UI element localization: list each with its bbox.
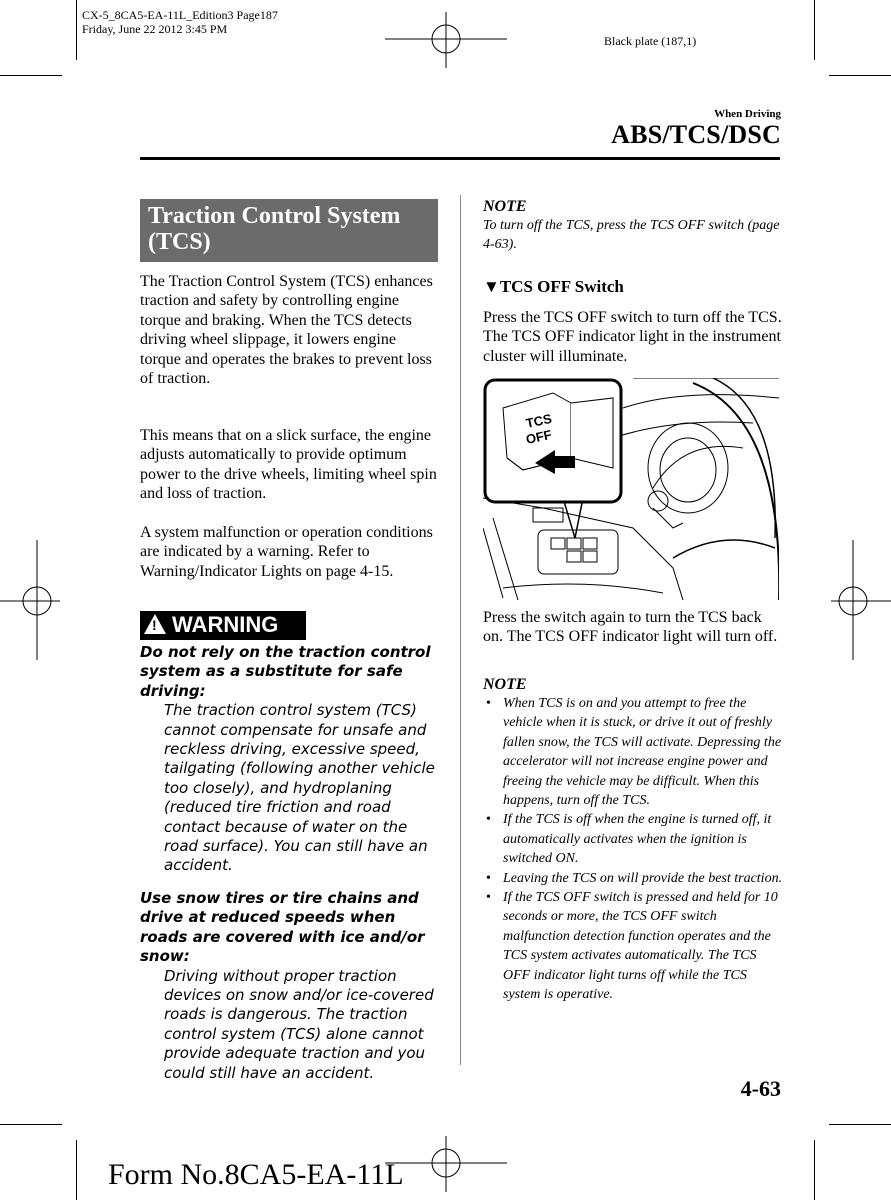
crop-mark xyxy=(76,0,77,60)
malfunction-paragraph: A system malfunction or operation conditions are indicated by a warning. Refer to Warning/Indicator Lights on page 4-15. xyxy=(140,524,433,580)
triangle-down-icon: ▼ xyxy=(483,277,500,296)
note-bottom xyxy=(483,676,783,1005)
page-number: 4-63 xyxy=(740,1076,781,1101)
chapter-title: ABS/TCS/DSC xyxy=(611,120,781,149)
turn-on-paragraph: Press the switch again to turn the TCS back on. The TCS OFF indicator light will turn off. xyxy=(483,609,778,646)
print-meta-date: Friday, June 22 2012 3:45 PM xyxy=(82,22,228,36)
crop-mark xyxy=(0,1124,62,1125)
illustration-button-label-tcs: TCS xyxy=(524,410,554,431)
tcs-off-instructions: Press the TCS OFF switch to turn off the TCS. The TCS OFF indicator light in the instrument cluster will illuminate. xyxy=(483,309,782,365)
registration-mark-top xyxy=(385,12,507,68)
note-text: To turn off the TCS, press the TCS OFF switch (page 4-63). xyxy=(483,218,780,253)
note-top xyxy=(483,198,783,255)
warning-heading-1: Do not rely on the traction control system as a substitute for safe driving: xyxy=(140,643,431,700)
plate-label: Black plate (187,1) xyxy=(604,34,697,48)
note-item: • When TCS is on and you attempt to free the vehicle when it is stuck, or drive it out of freshly fallen snow, the TCS will activate. Depressing the accelerator will not increase engine power and freeing the vehicle may be difficult. When this happens, turn off the TCS. xyxy=(486,696,782,809)
note-list xyxy=(483,694,783,1005)
registration-mark-right xyxy=(831,540,891,660)
warning-heading-2: Use snow tires or tire chains and drive at reduced speeds when roads are covered with ice and/or snow: xyxy=(140,888,425,966)
section-label: When Driving xyxy=(714,108,781,120)
note-item: • If the TCS OFF switch is pressed and held for 10 seconds or more, the TCS OFF switch malfunction detection function operates and the TCS system activates automatically. The TCS OFF indicator light turns off while the TCS system is operative. xyxy=(486,890,778,1003)
subsection-heading xyxy=(483,277,624,297)
note-item: • If the TCS is off when the engine is turned off, it automatically activates when the ignition is switched ON. xyxy=(486,812,772,867)
warning-badge xyxy=(140,611,306,640)
warning-label: WARNING xyxy=(172,612,279,637)
crop-mark xyxy=(814,1140,815,1200)
note-item: • Leaving the TCS on will provide the best traction. xyxy=(486,870,783,886)
crop-mark xyxy=(0,75,62,76)
form-number: Form No.8CA5-EA-11L xyxy=(108,1158,404,1191)
warning-icon: ! xyxy=(144,614,166,634)
crop-mark xyxy=(814,0,815,60)
warning-block xyxy=(140,643,440,1083)
header-rule xyxy=(140,157,780,160)
section-title: Traction Control System (TCS) xyxy=(140,199,438,262)
tcs-off-switch-illustration xyxy=(483,378,779,600)
slick-surface-paragraph: This means that on a slick surface, the engine adjusts automatically to provide optimum power to the drive wheels, limiting wheel spin and loss of traction. xyxy=(140,427,437,503)
crop-mark xyxy=(829,75,891,76)
warning-text-2: Driving without proper traction devices on snow and/or ice-covered roads is dangerous. The traction control system (TCS) alone cannot provide adequate traction and you could still have an accident. xyxy=(164,966,434,1082)
crop-mark xyxy=(76,1140,77,1200)
print-meta xyxy=(82,8,278,36)
column-divider xyxy=(460,195,461,1065)
illustration-button-label-off: OFF xyxy=(524,426,554,447)
crop-mark xyxy=(829,1124,891,1125)
note-heading-2: NOTE xyxy=(483,676,527,693)
subsection-title: TCS OFF Switch xyxy=(499,277,624,296)
note-heading: NOTE xyxy=(483,198,527,215)
intro-paragraph: The Traction Control System (TCS) enhances traction and safety by controlling engine torque and braking. When the TCS detects driving wheel slippage, it lowers engine torque and operates the brakes to prevent loss of traction. xyxy=(140,273,433,388)
warning-text-1: The traction control system (TCS) cannot compensate for unsafe and reckless driving, excessive speed, tailgating (following another vehicle too closely), and hydroplaning (reduced tire friction and road contact because of water on the road surface). You can still have an accident. xyxy=(164,701,435,875)
registration-mark-left xyxy=(0,540,60,660)
print-meta-file: CX-5_8CA5-EA-11L_Edition3 Page187 xyxy=(82,8,278,22)
